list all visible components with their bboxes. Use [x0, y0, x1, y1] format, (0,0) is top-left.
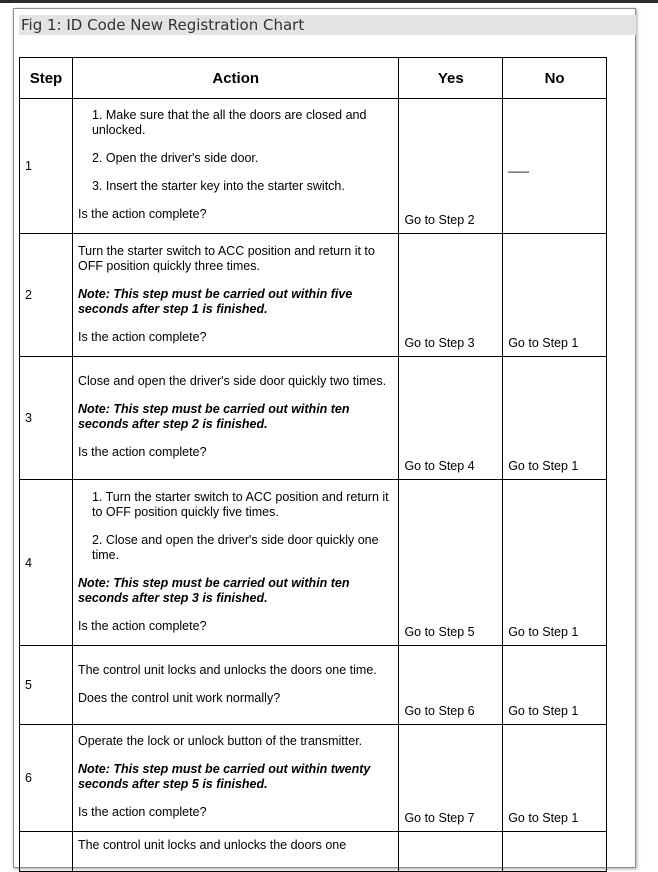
no-cell: Go to Step 1: [503, 357, 607, 480]
step-cell: 4: [20, 480, 73, 646]
yes-cell: Go to Step 3: [399, 234, 503, 357]
table-row: [20, 646, 607, 725]
action-cell: [72, 99, 398, 234]
action-line: Turn the starter switch to ACC position and return it to OFF position quickly three times.: [77, 243, 375, 273]
table-row: [20, 725, 607, 832]
action-line: 2. Close and open the driver's side door quickly one time.: [91, 532, 379, 562]
action-note: Note: This step must be carried out within ten seconds after step 3 is finished.: [77, 575, 350, 605]
yes-cell: Go to Step 6: [399, 646, 503, 725]
table-row: [20, 99, 607, 234]
yes-cell: Go to Step 4: [399, 357, 503, 480]
window-top-border: [0, 0, 658, 3]
step-cell: 6: [20, 725, 73, 832]
registration-chart-table: [19, 57, 607, 872]
table-row: [20, 357, 607, 480]
action-cell: [72, 725, 398, 832]
action-line: 3. Insert the starter key into the starter switch.: [91, 179, 345, 193]
action-note: Note: This step must be carried out within twenty seconds after step 5 is finished.: [77, 762, 371, 791]
action-cell: [72, 832, 398, 872]
no-cell: Go to Step 1: [503, 646, 607, 725]
action-line: 2. Open the driver's side door.: [91, 151, 259, 165]
action-line: The control unit locks and unlocks the doors one time.: [77, 662, 377, 677]
action-question: Does the control unit work normally?: [77, 690, 281, 705]
no-dash: ___: [508, 159, 530, 173]
action-line: The control unit locks and unlocks the doors one: [77, 838, 347, 852]
action-cell: [72, 480, 398, 646]
action-line: Close and open the driver's side door quickly two times.: [77, 374, 387, 388]
action-question: Is the action complete?: [77, 445, 207, 459]
no-cell: Go to Step 1: [503, 234, 607, 357]
yes-cell: Go to Step 2: [399, 99, 503, 234]
no-cell: [503, 832, 607, 872]
step-cell: 3: [20, 357, 73, 480]
action-cell: [72, 357, 398, 480]
yes-cell: Go to Step 7: [399, 725, 503, 832]
no-cell: [503, 99, 607, 234]
action-question: Is the action complete?: [77, 329, 207, 344]
action-line: 1. Make sure that the all the doors are closed and unlocked.: [91, 108, 367, 137]
step-cell: [20, 832, 73, 872]
step-cell: 1: [20, 99, 73, 234]
table-row: [20, 480, 607, 646]
no-cell: Go to Step 1: [503, 480, 607, 646]
header-yes: Yes: [399, 58, 503, 99]
yes-cell: Go to Step 5: [399, 480, 503, 646]
action-cell: [72, 646, 398, 725]
action-note: Note: This step must be carried out within five seconds after step 1 is finished.: [77, 286, 353, 316]
header-no: No: [503, 58, 607, 99]
table-row: [20, 234, 607, 357]
header-action: Action: [72, 58, 398, 99]
action-line: 1. Turn the starter switch to ACC position and return it to OFF position quickly five times.: [91, 489, 389, 519]
header-step: Step: [20, 58, 73, 99]
step-cell: 5: [20, 646, 73, 725]
action-note: Note: This step must be carried out within ten seconds after step 2 is finished.: [77, 402, 350, 431]
action-question: Is the action complete?: [77, 207, 207, 221]
no-cell: Go to Step 1: [503, 725, 607, 832]
action-cell: [72, 234, 398, 357]
action-line: Operate the lock or unlock button of the transmitter.: [77, 734, 363, 748]
table-row: [20, 832, 607, 872]
yes-cell: [399, 832, 503, 872]
action-question: Is the action complete?: [77, 805, 207, 819]
action-question: Is the action complete?: [77, 618, 207, 633]
figure-caption: Fig 1: ID Code New Registration Chart: [19, 15, 636, 35]
table-header-row: [20, 58, 607, 99]
step-cell: 2: [20, 234, 73, 357]
